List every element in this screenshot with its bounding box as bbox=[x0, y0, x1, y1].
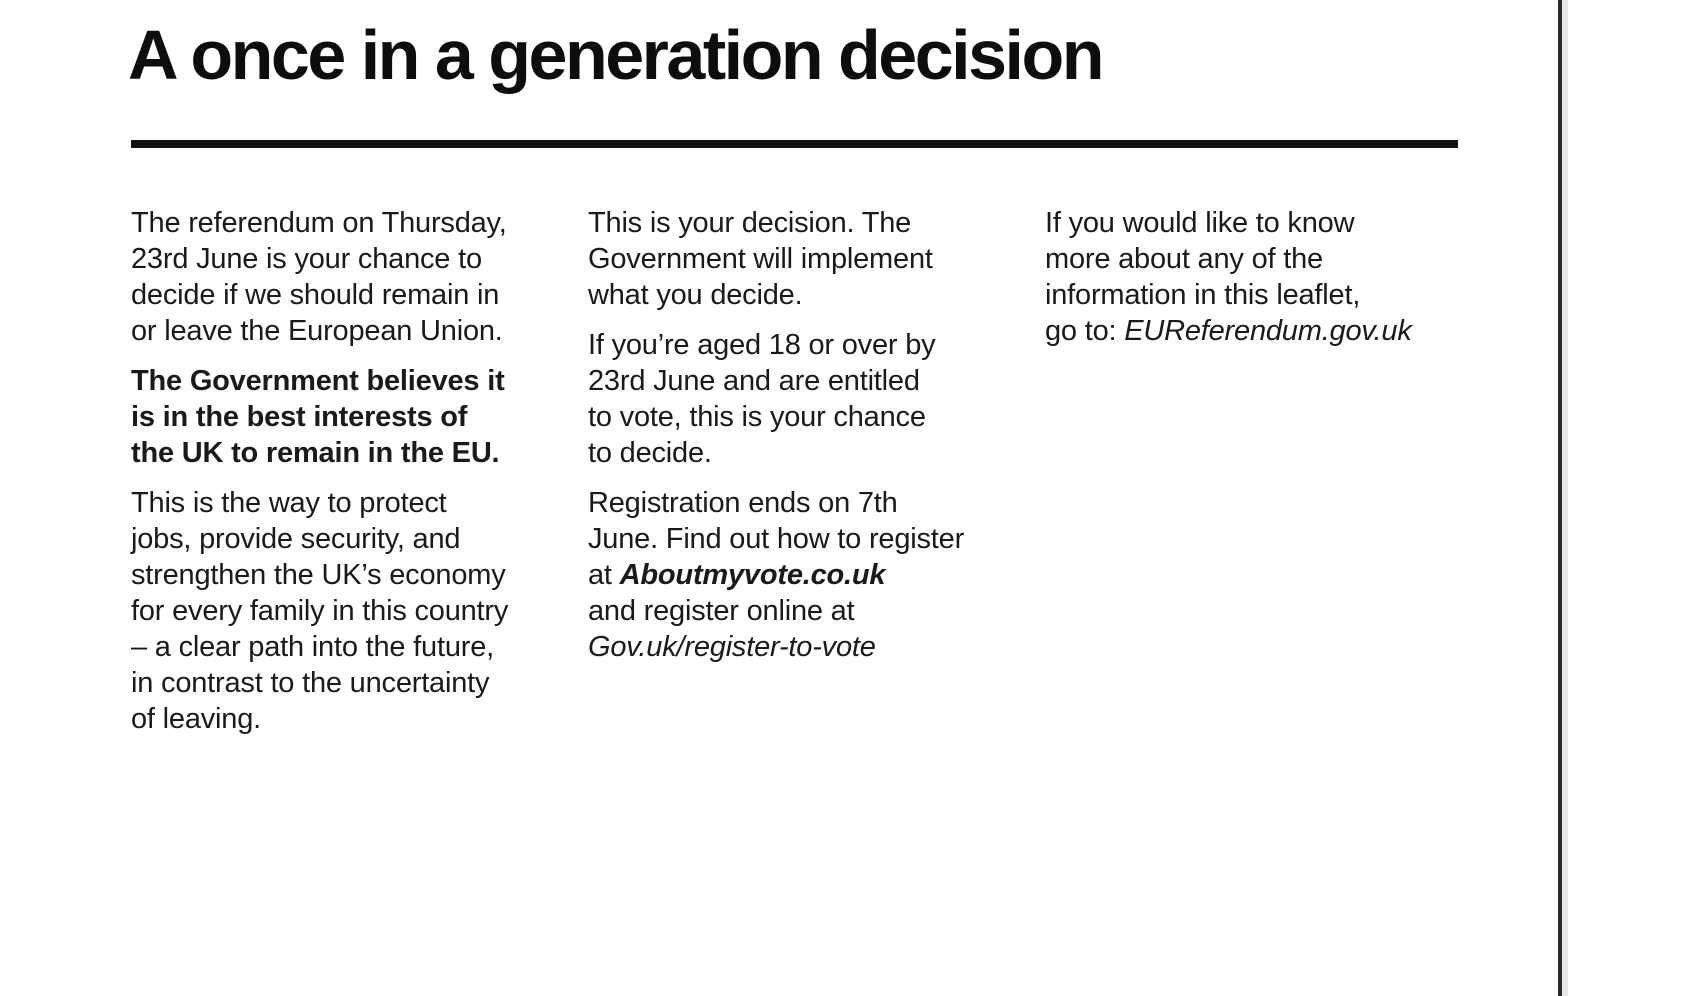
text-line: or leave the European Union. bbox=[131, 315, 503, 347]
registration-paragraph bbox=[588, 485, 1008, 665]
link-prefix: go to: bbox=[1045, 315, 1125, 347]
text-line: If you would like to know bbox=[1045, 207, 1355, 239]
column-3 bbox=[1045, 205, 1485, 363]
text-line: to vote, this is your chance bbox=[588, 401, 926, 433]
text-line: This is your decision. The bbox=[588, 207, 912, 239]
text-line: what you decide. bbox=[588, 279, 803, 311]
text-line: strengthen the UK’s economy bbox=[131, 559, 506, 591]
text-line bbox=[1045, 313, 1485, 349]
link-prefix: at bbox=[588, 559, 620, 591]
text-line: in contrast to the uncertainty bbox=[131, 667, 490, 699]
text-line: is in the best interests of bbox=[131, 401, 468, 433]
your-decision-paragraph bbox=[588, 205, 1008, 313]
text-line: – a clear path into the future, bbox=[131, 631, 494, 663]
aboutmyvote-link[interactable]: Aboutmyvote.co.uk bbox=[619, 559, 886, 591]
text-line: This is the way to protect bbox=[131, 487, 447, 519]
government-position-paragraph bbox=[131, 363, 551, 471]
reasons-paragraph bbox=[131, 485, 551, 737]
register-to-vote-link[interactable]: Gov.uk/register-to-vote bbox=[588, 631, 876, 663]
text-line: and register online at bbox=[588, 595, 855, 627]
text-line: information in this leaflet, bbox=[1045, 279, 1361, 311]
text-line: the UK to remain in the EU. bbox=[131, 437, 500, 469]
text-line: The Government believes it bbox=[131, 365, 505, 397]
text-line: for every family in this country bbox=[131, 595, 509, 627]
referendum-intro-paragraph bbox=[131, 205, 551, 349]
text-line: The referendum on Thursday, bbox=[131, 207, 507, 239]
eligibility-paragraph bbox=[588, 327, 1008, 471]
text-line: decide if we should remain in bbox=[131, 279, 500, 311]
scan-margin bbox=[1568, 0, 1700, 996]
text-line: Registration ends on 7th bbox=[588, 487, 898, 519]
eureferendum-link[interactable]: EUReferendum.gov.uk bbox=[1124, 315, 1412, 347]
text-line bbox=[588, 557, 1008, 593]
text-line: to decide. bbox=[588, 437, 712, 469]
text-line: June. Find out how to register bbox=[588, 523, 965, 555]
title-divider bbox=[131, 140, 1458, 148]
text-line: 23rd June and are entitled bbox=[588, 365, 920, 397]
text-line: of leaving. bbox=[131, 703, 261, 735]
text-line: jobs, provide security, and bbox=[131, 523, 461, 555]
column-2 bbox=[588, 205, 1008, 679]
text-line: If you’re aged 18 or over by bbox=[588, 329, 936, 361]
more-info-paragraph bbox=[1045, 205, 1485, 349]
page-title: A once in a generation decision bbox=[128, 16, 1103, 94]
column-1 bbox=[131, 205, 551, 751]
text-line: more about any of the bbox=[1045, 243, 1323, 275]
text-line: Government will implement bbox=[588, 243, 933, 275]
text-line: 23rd June is your chance to bbox=[131, 243, 482, 275]
